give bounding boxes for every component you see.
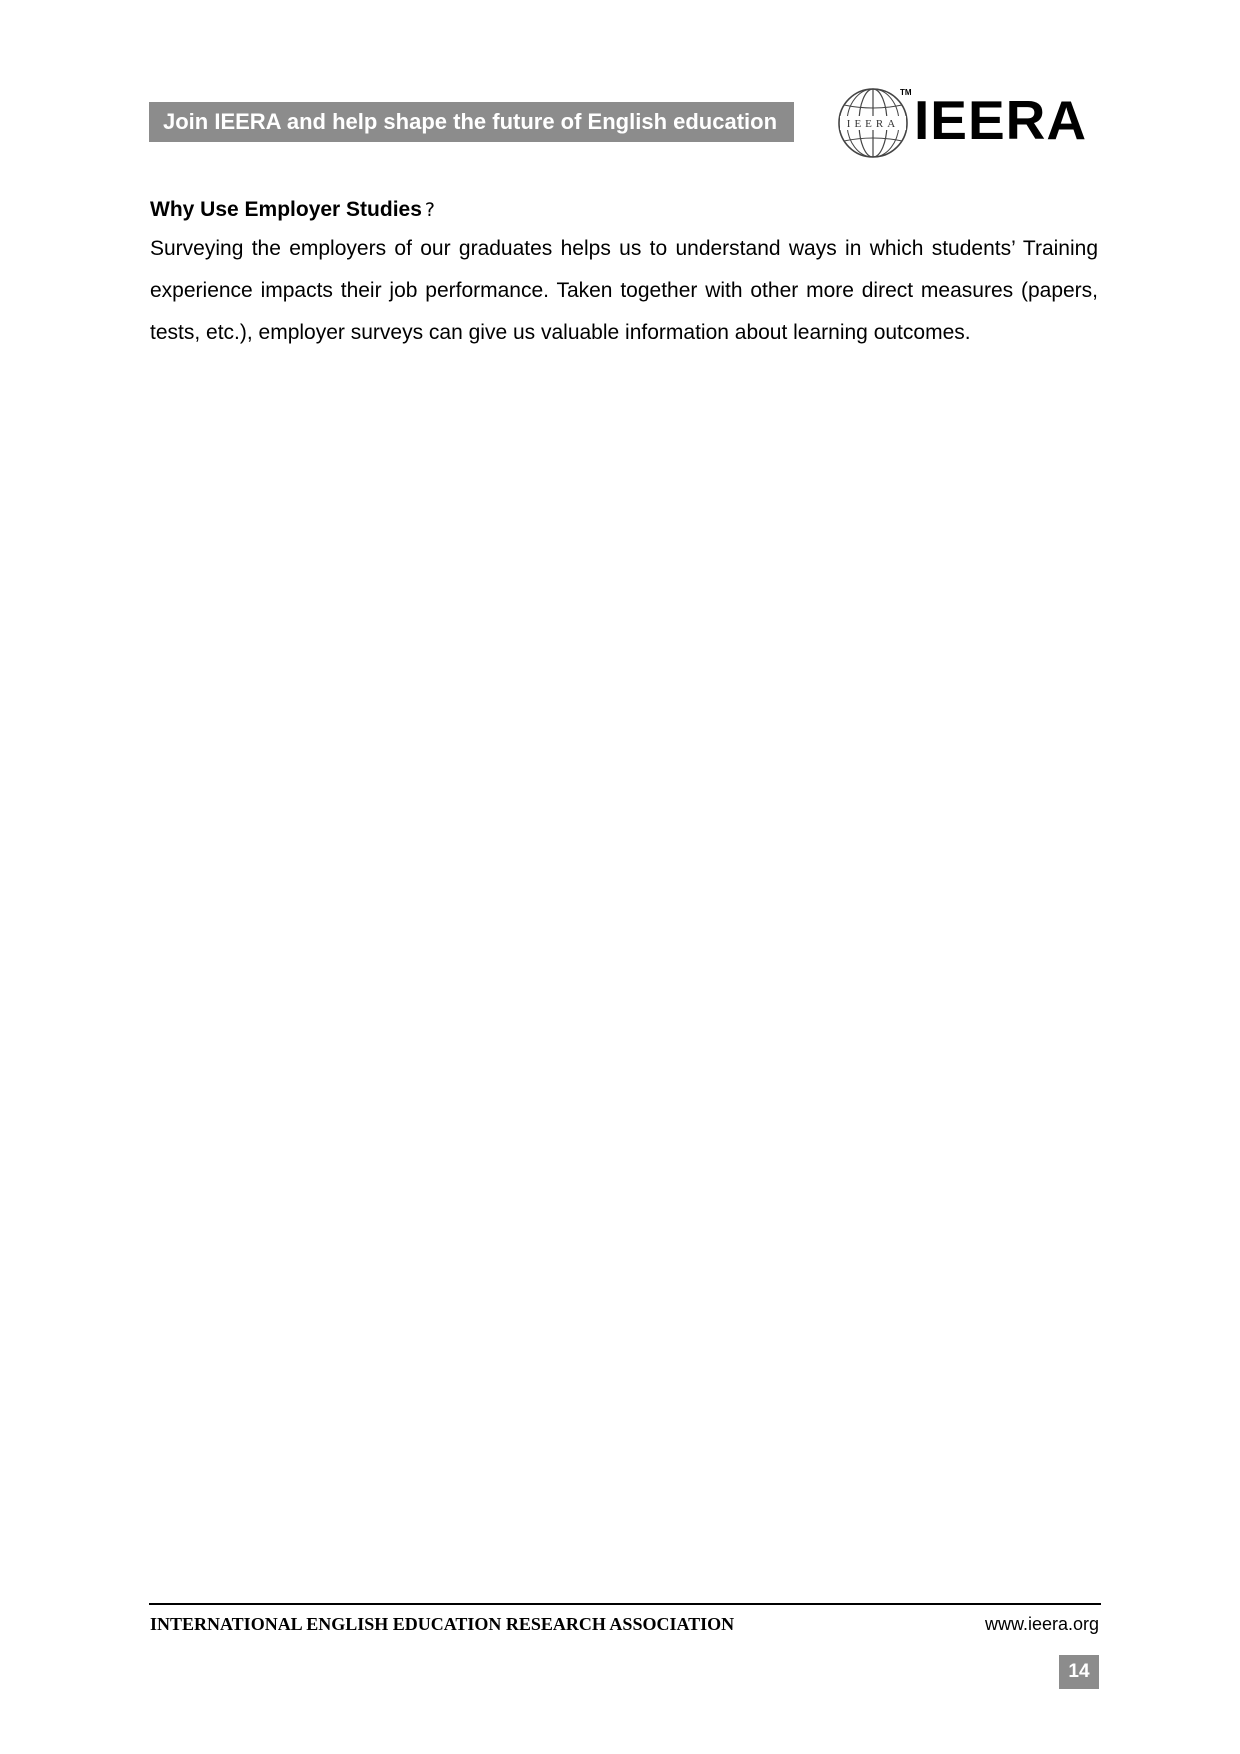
section-title (150, 192, 1098, 228)
footer-website-link[interactable]: www.ieera.org (984, 1614, 1099, 1634)
section-title-punctuation: ? (424, 199, 435, 221)
globe-icon (836, 86, 910, 160)
banner-text: Join IEERA and help shape the future of English education (163, 109, 778, 134)
logo-wordmark: IEERA (914, 89, 1088, 151)
globe-letters: IEERA (846, 118, 900, 130)
page-number: 14 (1059, 1655, 1099, 1689)
main-content (150, 192, 1098, 354)
section-title-text: Why Use Employer Studies (150, 198, 422, 221)
trademark-mark: TM (900, 88, 912, 97)
footer-organization: INTERNATIONAL ENGLISH EDUCATION RESEARCH ASSOCIATION (150, 1614, 735, 1634)
ieera-logo (836, 86, 1101, 160)
footer-divider (149, 1603, 1101, 1605)
body-paragraph: Surveying the employers of our graduates helps us to understand ways in which students’ Training experience impacts their job performance. Taken together with other more direct measures (papers, tests, etc.), employer surveys can give us valuable information about learning outcomes. (150, 237, 1098, 344)
header-banner (149, 102, 794, 142)
